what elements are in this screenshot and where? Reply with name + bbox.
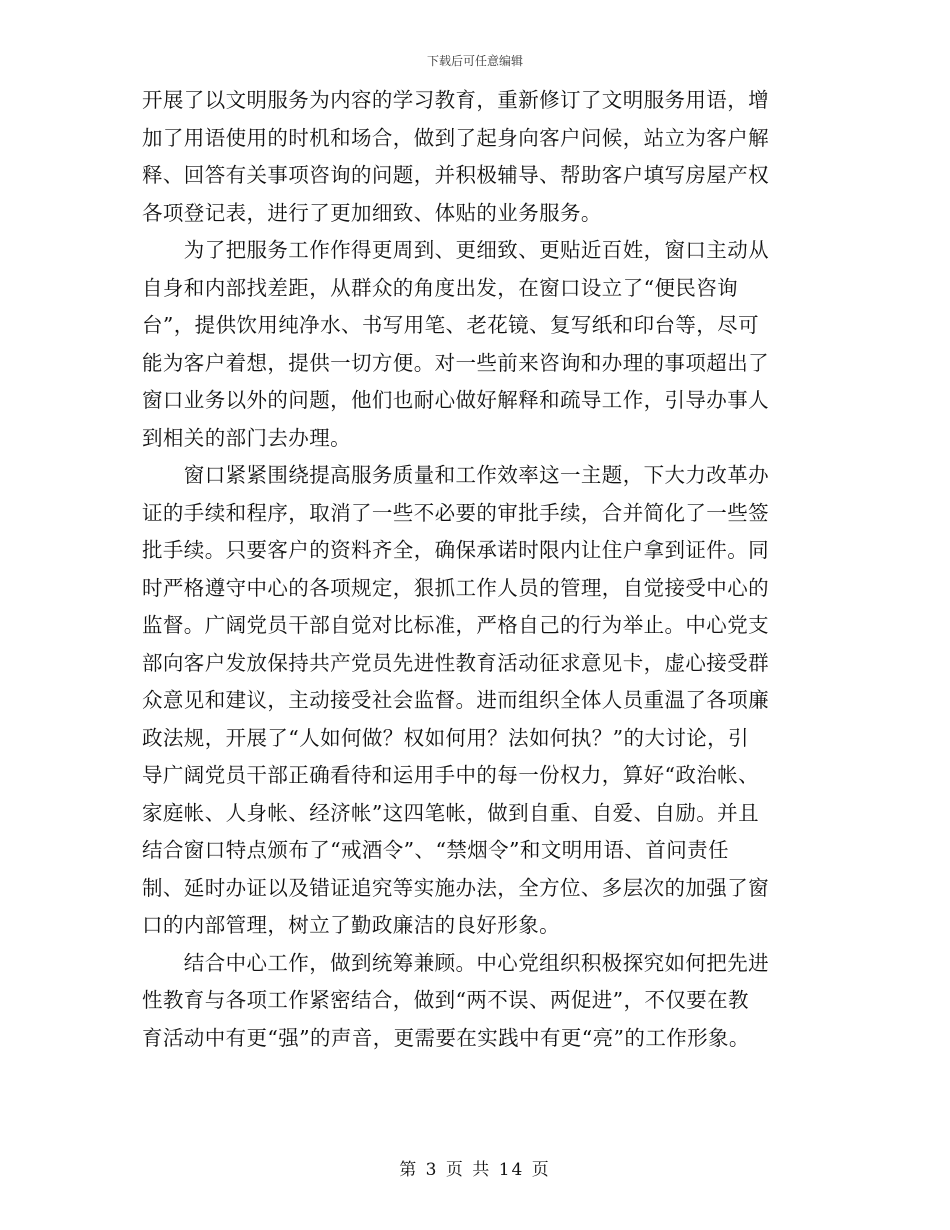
- text-line: 育活动中有更“强”的声音，更需要在实践中有更“亮”的工作形象。: [142, 1025, 750, 1050]
- text-line: 加了用语使用的时机和场合，做到了起身向客户问候，站立为客户解: [142, 125, 769, 150]
- text-line: 开展了以文明服务为内容的学习教育，重新修订了文明服务用语，增: [142, 88, 769, 112]
- text-line: 性教育与各项工作紧密结合，做到“两不误、两促进”，不仅要在教: [142, 988, 749, 1012]
- text-line: 各项登记表，进行了更加细致、体贴的业务服务。: [142, 200, 602, 225]
- text-line: 台”，提供饮用纯净水、书写用笔、老花镜、复写纸和印台等，尽可: [142, 313, 759, 337]
- text-line: 时严格遵守中心的各项规定，狠抓工作人员的管理，自觉接受中心的: [142, 575, 769, 600]
- text-line: 导广阔党员干部正确看待和运用手中的每一份权力，算好“政治帐、: [142, 763, 759, 787]
- text-line: 众意见和建议，主动接受社会监督。进而组织全体人员重温了各项廉: [142, 688, 769, 712]
- page-number-footer: 第 3 页 共 14 页: [399, 1160, 551, 1180]
- text-line: 制、延时办证以及错证追究等实施办法，全方位、多层次的加强了窗: [142, 875, 769, 900]
- text-line: 证的手续和程序，取消了一些不必要的审批手续，合并简化了一些签: [142, 500, 769, 525]
- text-line: 部向客户发放保持共产党员先进性教育活动征求意见卡，虚心接受群: [142, 650, 769, 675]
- text-line: 口的内部管理，树立了勤政廉洁的良好形象。: [142, 913, 560, 937]
- text-line: 能为客户着想，提供一切方便。对一些前来咨询和办理的事项超出了: [142, 350, 769, 375]
- body-text: [142, 82, 812, 1057]
- text-line: 结合窗口特点颁布了“戒酒令”、“禁烟令”和文明用语、首问责任: [142, 838, 729, 862]
- page-header-note: 下载后可任意编辑: [426, 54, 523, 68]
- text-line: 到相关的部门去办理。: [142, 425, 351, 450]
- text-line: 窗口业务以外的问题，他们也耐心做好解释和疏导工作，引导办事人: [142, 388, 769, 412]
- text-line: 结合中心工作，做到统筹兼顾。中心党组织积极探究如何把先进: [142, 950, 769, 975]
- text-line: 释、回答有关事项咨询的问题，并积极辅导、帮助客户填写房屋产权: [142, 163, 769, 187]
- text-line: 窗口紧紧围绕提高服务质量和工作效率这一主题，下大力改革办: [142, 463, 769, 487]
- text-line: 批手续。只要客户的资料齐全，确保承诺时限内让住户拿到证件。同: [142, 538, 769, 562]
- text-line: 家庭帐、人身帐、经济帐”这四笔帐，做到自重、自爱、自励。并且: [142, 800, 759, 825]
- text-line: 政法规，开展了“人如何做？权如何用？法如何执？”的大讨论，引: [142, 725, 749, 750]
- text-line: 监督。广阔党员干部自觉对比标准，严格自己的行为举止。中心党支: [142, 613, 769, 637]
- text-line: 为了把服务工作作得更周到、更细致、更贴近百姓，窗口主动从: [142, 238, 769, 262]
- text-line: 自身和内部找差距，从群众的角度出发，在窗口设立了“便民咨询: [142, 275, 739, 300]
